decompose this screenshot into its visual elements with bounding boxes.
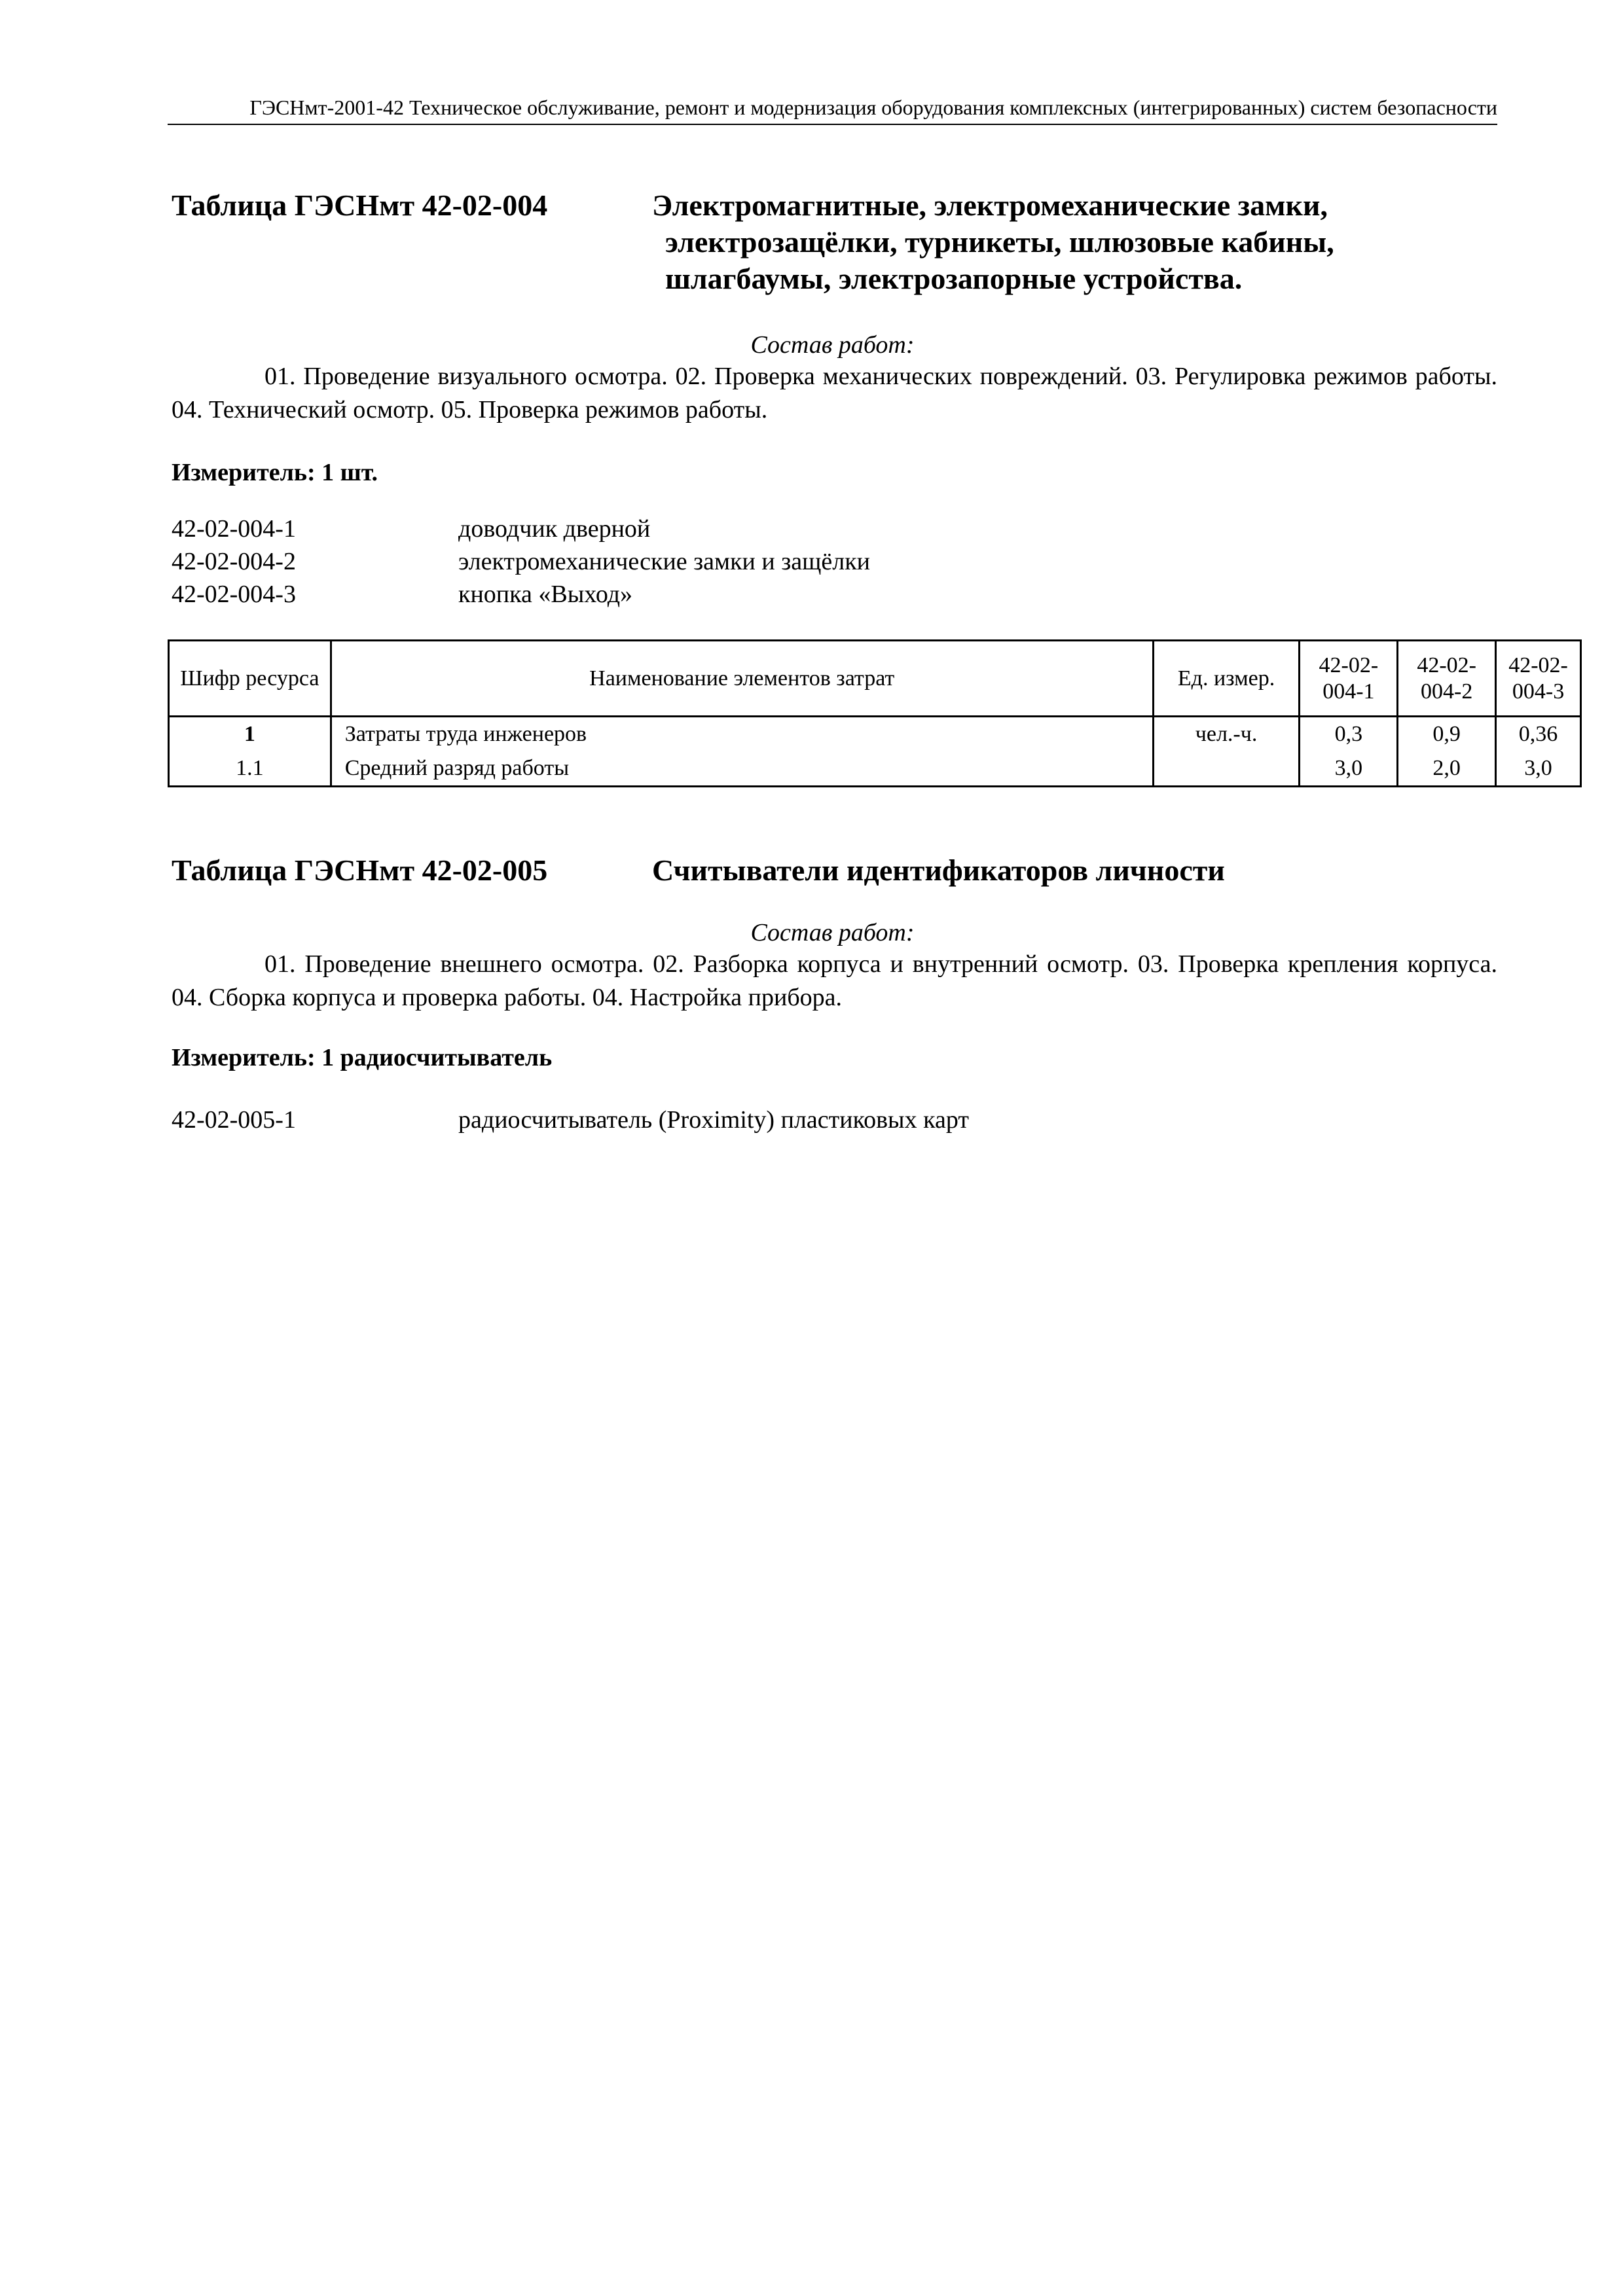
code-list-item [172, 578, 870, 611]
table1-code-list [172, 512, 870, 611]
row-value: 0,3 [1300, 717, 1398, 752]
row-value: 0,9 [1398, 717, 1496, 752]
row-value: 3,0 [1300, 751, 1398, 787]
table1-title-line: электрозащёлки, турникеты, шлюзовые кабины, [665, 225, 1334, 259]
code-list-code: 42-02-004-1 [172, 515, 296, 543]
table2-sostav-label: Состав работ: [750, 919, 915, 946]
header-unit: Ед. измер. [1153, 641, 1300, 717]
table2-heading [172, 852, 1225, 889]
header-code: Шифр ресурса [169, 641, 331, 717]
table1-measure: Измеритель: 1 шт. [172, 459, 378, 486]
code-list-item [172, 512, 870, 545]
table1-title-line: шлагбаумы, электрозапорные устройства. [665, 262, 1243, 295]
code-list-name: радиосчитыватель (Proximity) пластиковых карт [458, 1106, 969, 1134]
table1-number: Таблица ГЭСНмт 42-02-004 [172, 188, 548, 222]
table1-title-line: Электромагнитные, электромеханические замки, [652, 188, 1328, 222]
table-row [169, 751, 1581, 787]
table1-norms-table [168, 639, 1582, 787]
table-row [169, 717, 1581, 752]
row-value: 2,0 [1398, 751, 1496, 787]
table2-title-line: Считыватели идентификаторов личности [652, 853, 1225, 887]
code-list-item [172, 1103, 969, 1136]
code-list-code: 42-02-005-1 [172, 1106, 296, 1134]
code-list-name: доводчик дверной [458, 515, 651, 543]
row-unit: чел.-ч. [1153, 717, 1300, 752]
table2-sostav-text: 01. Проведение внешнего осмотра. 02. Разборка корпуса и внутренний осмотр. 03. Проверка крепления корпуса. 04. Сборка корпуса и проверка работы. 04. Настройка прибора. [172, 950, 1497, 1011]
table2-measure: Измеритель: 1 радиосчитыватель [172, 1044, 553, 1071]
header-rule [168, 124, 1497, 125]
header-col: 42-02-004-1 [1300, 641, 1398, 717]
table2-code-list [172, 1103, 969, 1136]
table1-heading [172, 187, 1334, 295]
table-header-row [169, 641, 1581, 717]
header-col: 42-02-004-2 [1398, 641, 1496, 717]
code-list-name: кнопка «Выход» [458, 581, 633, 608]
row-name: Затраты труда инженеров [331, 717, 1153, 752]
row-code: 1 [169, 717, 331, 752]
row-unit [1153, 751, 1300, 787]
row-value: 0,36 [1496, 717, 1581, 752]
table2-number: Таблица ГЭСНмт 42-02-005 [172, 853, 548, 887]
table1-sostav-label: Состав работ: [750, 331, 915, 359]
row-code: 1.1 [169, 751, 331, 787]
code-list-code: 42-02-004-3 [172, 581, 296, 608]
code-list-name: электромеханические замки и защёлки [458, 548, 870, 575]
table2-title [652, 852, 1225, 889]
table1-title [652, 187, 1334, 297]
running-header: ГЭСНмт-2001-42 Техническое обслуживание, ремонт и модернизация оборудования комплексных (интегрированных) систем безопасности [249, 96, 1497, 119]
code-list-item [172, 545, 870, 578]
code-list-code: 42-02-004-2 [172, 548, 296, 575]
row-value: 3,0 [1496, 751, 1581, 787]
header-name: Наименование элементов затрат [331, 641, 1153, 717]
table1-sostav-text: 01. Проведение визуального осмотра. 02. Проверка механических повреждений. 03. Регулировка режимов работы. 04. Технический осмотр. 05. Проверка режимов работы. [172, 363, 1497, 423]
row-name: Средний разряд работы [331, 751, 1153, 787]
header-col: 42-02-004-3 [1496, 641, 1581, 717]
